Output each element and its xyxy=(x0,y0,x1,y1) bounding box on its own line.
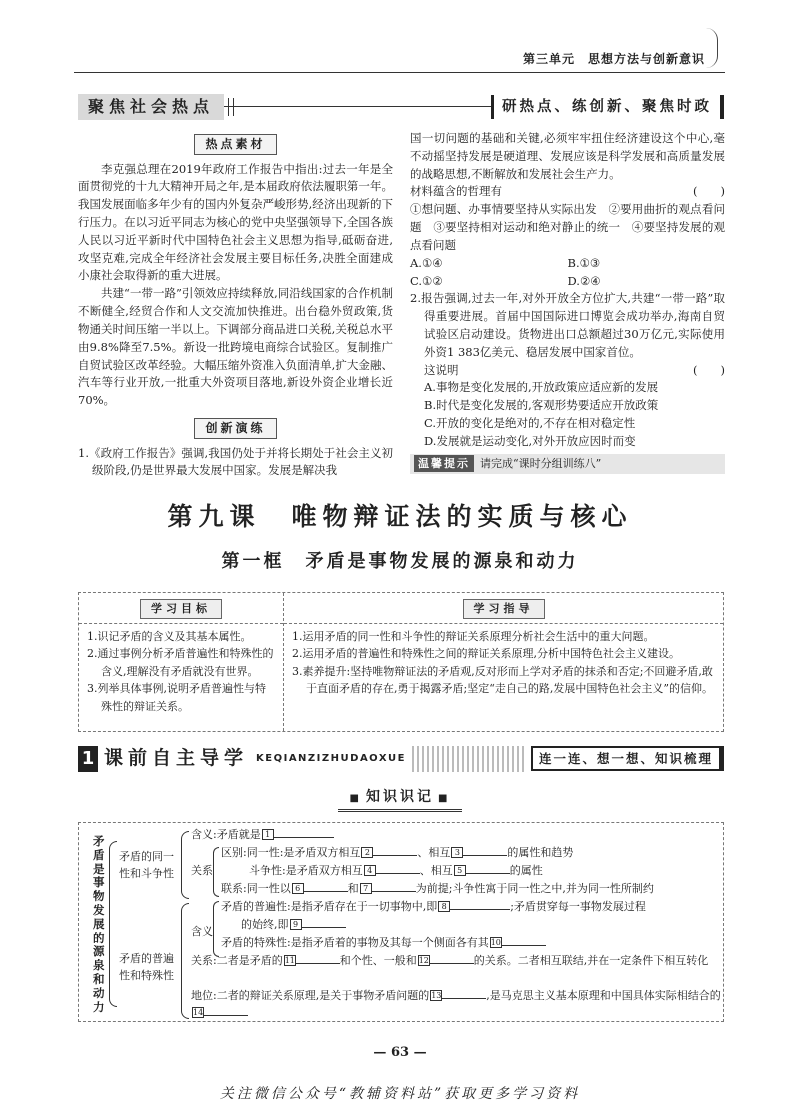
hot-material-paragraph-2: 共建“一带一路”引领效应持续释放,同沿线国家的合作机制不断健全,经贸合作和人文交流加快推进。出台稳外贸政策,货物通关时间压缩一半以上。下调部分商品进口关税,关税总水平由9.8%降至7.5%。新设一批跨境电商综合试验区。复制推广自贸试验区改革经验。大幅压缩外资准入负面清单,扩大金融、汽车等行业开放,一批重大外资项目落地,新设外资企业增长近70%。 xyxy=(78,286,393,408)
question-1-statements: ①想问题、办事情要坚持从实际出发 ②要用曲折的观点看问题 ③要坚持相对运动和绝对静止的统一 ④要坚持发展的观点看问题 xyxy=(410,202,725,252)
branch-2-label: 矛盾的普遍性和特殊性 xyxy=(119,952,174,982)
tree-line: 矛盾的普遍性:是指矛盾存在于一切事物中,即 8 ;矛盾贯穿每一事物发展过程 xyxy=(221,900,646,913)
running-head: 第三单元 思想方法与创新意识 xyxy=(522,52,705,66)
answer-blank[interactable] xyxy=(430,952,474,964)
question-2-prompt: 这说明 xyxy=(424,362,459,377)
answer-paren: ( ) xyxy=(693,362,725,377)
focus-banner xyxy=(78,93,724,121)
definition-label: 含义 xyxy=(191,925,213,938)
tree-line: 关系:二者是矛盾的 11 和个性、一般和 12 的关系。二者相互联结,并在一定条件下相互转化 xyxy=(191,954,709,967)
frame-title: 第一框 矛盾是事物发展的源泉和动力 xyxy=(221,551,579,572)
answer-blank[interactable] xyxy=(372,880,416,892)
pre-class-slogan: 连一连、想一想、知识梳理 xyxy=(531,746,724,771)
tree-line: 斗争性:是矛盾双方相互 4 、相互 5 的属性 xyxy=(249,864,543,877)
divider xyxy=(284,623,723,624)
section-number: 1 xyxy=(78,746,98,772)
page-number: — 63 — xyxy=(373,1045,427,1060)
right-column xyxy=(410,130,725,474)
question-1-prompt: 材料蕴含的哲理有 xyxy=(410,184,502,199)
tip-label: 温馨提示 xyxy=(414,455,474,472)
answer-blank[interactable] xyxy=(274,826,334,838)
answer-blank[interactable] xyxy=(442,987,486,999)
goal-item: 2.通过事例分析矛盾普遍性和特殊性的含义,理解没有矛盾就没有世界。 xyxy=(87,647,274,678)
option-c[interactable]: C.①② xyxy=(410,273,443,288)
option-a[interactable]: A.①④ xyxy=(410,255,443,270)
question-1-options-row-2 xyxy=(410,273,725,291)
tree-line: 联系:同一性以 6 和 7 为前提;斗争性寓于同一性之中,并为同一性所制约 xyxy=(221,882,654,895)
tree-line: 地位:二者的辩证关系原理,是关于事物矛盾问题的 13 ,是马克思主义基本原理和中国具体实际相结合的14 xyxy=(191,989,721,1018)
tree-line: 区别:同一性:是矛盾双方相互 2 、相互 3 的属性和趋势 xyxy=(221,846,574,859)
guidance-item: 2.运用矛盾的普遍性和特殊性之间的辩证关系原理,分析中国特色社会主义建设。 xyxy=(292,647,680,661)
answer-blank[interactable] xyxy=(302,916,346,928)
learning-goals xyxy=(79,593,284,731)
corner-mark xyxy=(706,28,718,68)
goals-table xyxy=(78,592,724,732)
footer-note: 关注微信公众号“教辅资料站”获取更多学习资料 xyxy=(219,1086,581,1102)
pre-class-title: 课前自主导学 xyxy=(104,746,249,769)
brace xyxy=(213,901,219,957)
knowledge-tree xyxy=(78,822,724,1022)
answer-blank[interactable] xyxy=(450,898,510,910)
tip-text: 请完成“课时分组训练八” xyxy=(480,457,602,471)
question-2-prompt-row xyxy=(410,362,725,380)
option-b[interactable]: B.时代是变化发展的,客观形势要适应开放政策 xyxy=(424,398,659,413)
tree-root: 矛盾是事物发展的源泉和动力 xyxy=(93,834,105,1014)
tree-line: 矛盾的特殊性:是指矛盾着的事物及其每一个侧面各有其 10 xyxy=(221,934,546,951)
focus-banner-title: 聚焦社会热点 xyxy=(78,94,224,120)
answer-blank[interactable] xyxy=(373,844,417,856)
hot-material-paragraph-1: 李克强总理在2019年政府工作报告中指出:过去一年是全面贯彻党的十九大精神开局之年,是本届政府依法履职第一年。我国发展面临多年少有的国内外复杂严峻形势,经济出现新的下行压力。在以习近平同志为核心的党中央坚强领导下,全国各族人民以习近平新时代中国特色社会主义思想为指导,砥砺奋进,攻坚克难,完成全年经济社会发展主要目标任务,决胜全面建成小康社会取得新的重大进展。 xyxy=(78,161,393,283)
relation-label: 关系 xyxy=(191,864,213,877)
tip-bar xyxy=(410,454,725,474)
question-1-options-row-1 xyxy=(410,255,725,273)
brace xyxy=(213,847,219,897)
option-a[interactable]: A.事物是变化发展的,开放政策应适应新的发展 xyxy=(424,380,659,395)
option-c[interactable]: C.开放的变化是绝对的,不存在相对稳定性 xyxy=(424,416,636,430)
brace xyxy=(181,831,189,899)
branch-1-label: 矛盾的同一性和斗争性 xyxy=(119,850,174,880)
learning-goals-heading: 学习目标 xyxy=(87,599,275,619)
question-2-stem: 2.报告强调,过去一年,对外开放全方位扩大,共建“一带一路”取得重要进展。首届中国国际进口博览会成功举办,海南自贸试验区启动建设。货物进出口总额超过30万亿元,实际使用外资1 383亿美元、稳居发展中国家首位。 xyxy=(410,291,725,359)
focus-banner-slogan: 研热点、练创新、聚焦时政 xyxy=(491,95,724,119)
knowledge-heading: ■ 知识识记 ■ xyxy=(0,787,800,812)
left-column xyxy=(78,130,393,480)
answer-blank[interactable] xyxy=(296,952,340,964)
pre-class-banner xyxy=(78,745,724,772)
answer-blank[interactable] xyxy=(463,844,507,856)
question-1-stem-part1: 1.《政府工作报告》强调,我国仍处于并将长期处于社会主义初级阶段,仍是世界最大发展中国家。发展是解决我 xyxy=(78,445,393,478)
answer-blank[interactable] xyxy=(466,862,510,874)
tree-line: 含义:矛盾就是 1 xyxy=(191,826,334,843)
hot-material-heading: 热点素材 xyxy=(78,134,393,155)
goal-item: 1.识记矛盾的含义及其基本属性。 xyxy=(87,629,252,643)
tree-line: 的始终,即 9 xyxy=(241,916,346,933)
answer-blank[interactable] xyxy=(376,862,420,874)
answer-blank[interactable] xyxy=(204,1004,248,1016)
brace xyxy=(109,841,117,1007)
question-1-prompt-row xyxy=(410,183,725,201)
learning-guidance-heading: 学习指导 xyxy=(292,599,715,619)
banner-rule xyxy=(224,94,491,120)
header-rule xyxy=(74,72,725,73)
guidance-item: 3.素养提升:坚持唯物辩证法的矛盾观,反对形而上学对矛盾的抹杀和否定;不回避矛盾,敢于直面矛盾的存在,勇于揭露矛盾;坚定“走自己的路,发展中国特色社会主义”的信仰。 xyxy=(292,664,713,696)
question-1-stem-part2: 国一切问题的基础和关键,必须牢牢扭住经济建设这个中心,毫不动摇坚持发展是硬道理、发展应该是科学发展和高质量发展的战略思想,不断解放和发展社会生产力。 xyxy=(410,131,725,181)
option-d[interactable]: D.发展就是运动变化,对外开放应因时而变 xyxy=(424,433,636,448)
banner-hatch xyxy=(412,746,525,772)
brace xyxy=(181,903,189,1019)
learning-guidance xyxy=(284,593,723,731)
answer-paren: ( ) xyxy=(693,184,725,199)
option-b[interactable]: B.①③ xyxy=(567,255,601,270)
divider xyxy=(79,623,283,624)
answer-blank[interactable] xyxy=(502,934,546,946)
option-d[interactable]: D.②④ xyxy=(567,273,601,288)
guidance-item: 1.运用矛盾的同一性和斗争性的辩证关系原理分析社会生活中的重大问题。 xyxy=(292,629,655,643)
practice-heading: 创新演练 xyxy=(78,418,393,439)
answer-blank[interactable] xyxy=(304,880,348,892)
pre-class-pinyin: KEQIANZIZHUDAOXUE xyxy=(256,752,406,764)
lesson-title: 第九课 唯物辩证法的实质与核心 xyxy=(167,502,633,531)
goal-item: 3.列举具体事例,说明矛盾普遍性与特殊性的辩证关系。 xyxy=(87,682,266,713)
